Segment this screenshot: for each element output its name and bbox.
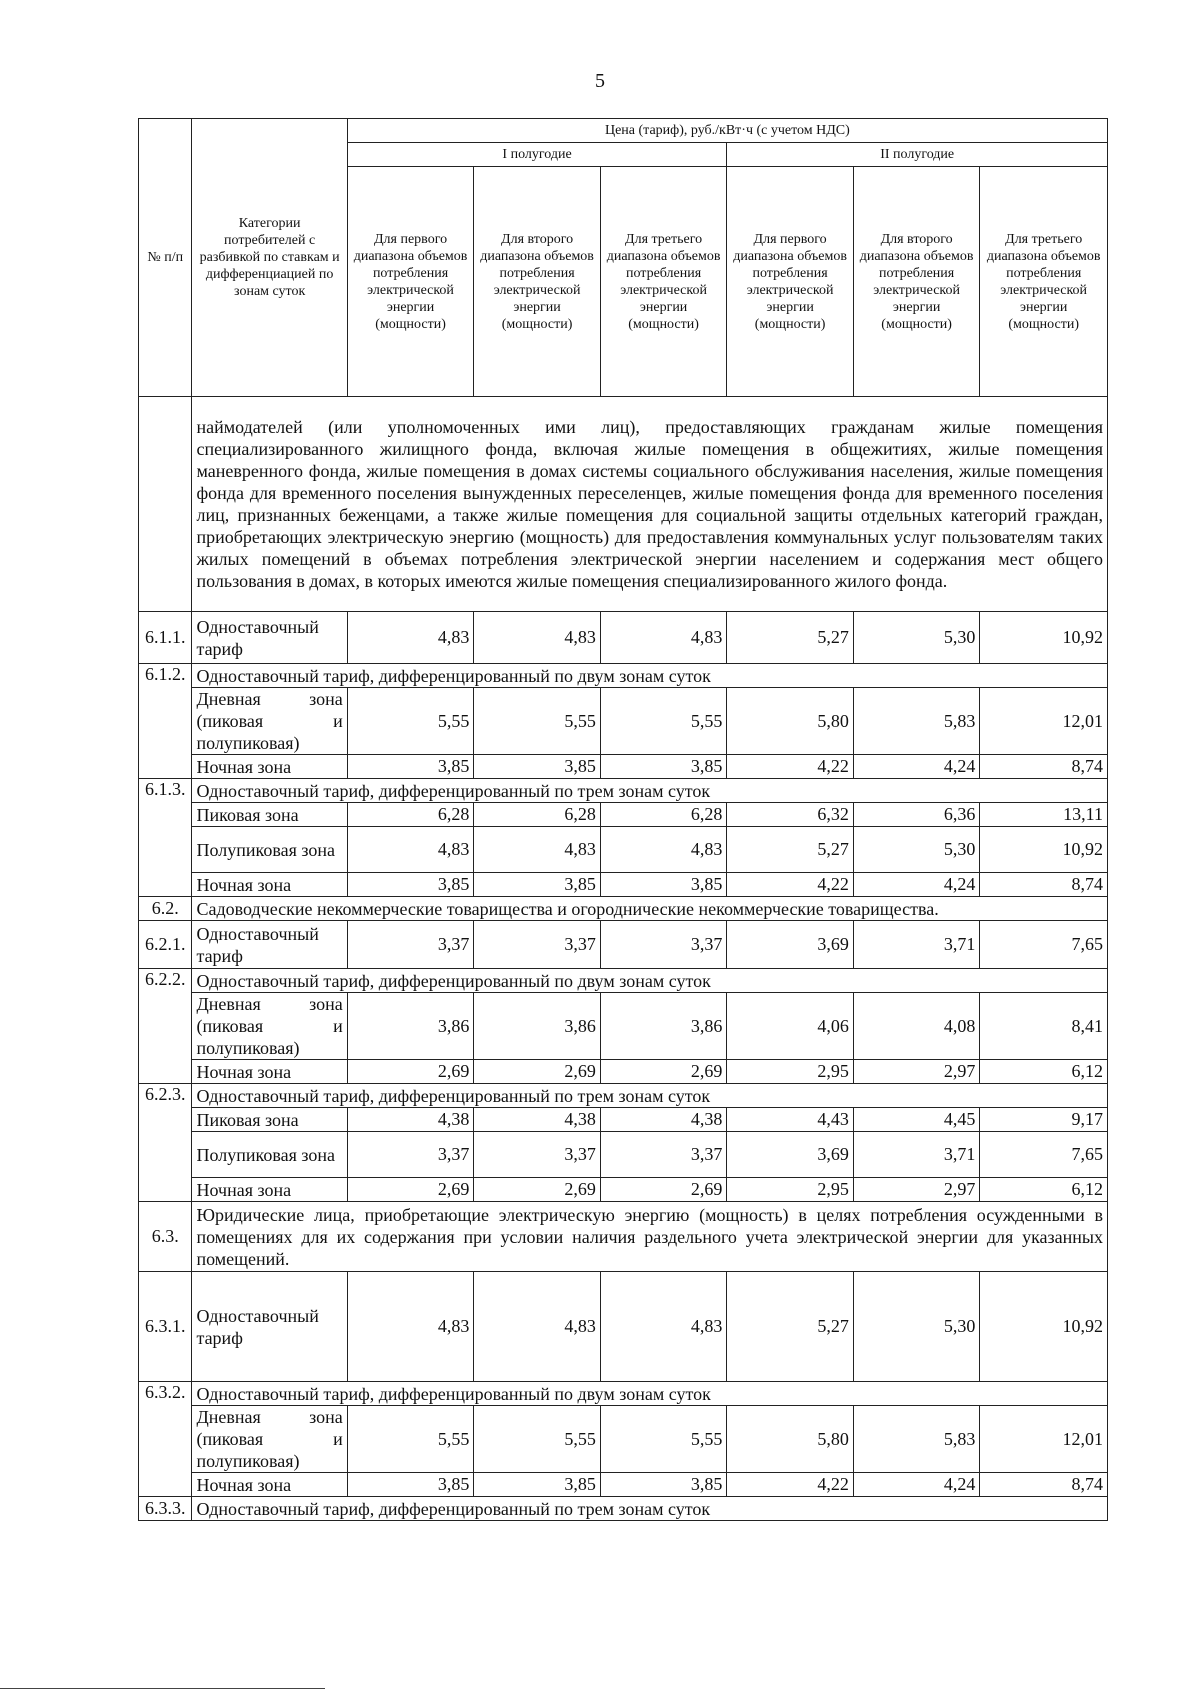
cell: 10,92	[980, 1272, 1108, 1382]
table-row	[139, 688, 1108, 755]
cell: 2,95	[727, 1178, 854, 1202]
cell: 3,85	[474, 1473, 601, 1497]
cell: 5,83	[853, 688, 980, 755]
cell: 4,24	[853, 1473, 980, 1497]
row-category: Ночная зона	[192, 873, 347, 897]
section-title: Юридические лица, приобретающие электрическую энергию (мощность) в целях потребления осужденными в помещениях для их содержания при условии наличия раздельного учета электрической энергии для указанных помещений.	[192, 1202, 1108, 1272]
page-number: 5	[595, 70, 605, 92]
cell: 5,55	[474, 1406, 601, 1473]
cell: 4,24	[853, 873, 980, 897]
header-subcol: Для третьего диапазона объемов потребления электрической энергии (мощности)	[600, 167, 727, 397]
table-row	[139, 1108, 1108, 1132]
cell: 4,45	[853, 1108, 980, 1132]
row-category: Ночная зона	[192, 1178, 347, 1202]
header-half2: II полугодие	[727, 143, 1108, 167]
cell: 4,83	[474, 612, 601, 664]
cell: 3,85	[600, 755, 727, 779]
cell: 4,83	[600, 827, 727, 873]
cell: 10,92	[980, 827, 1108, 873]
cell: 2,69	[474, 1060, 601, 1084]
cell: 5,27	[727, 827, 854, 873]
cell: 6,36	[853, 803, 980, 827]
cell: 3,85	[347, 873, 474, 897]
cell: 4,06	[727, 993, 854, 1060]
cell: 3,86	[474, 993, 601, 1060]
cell: 5,55	[600, 688, 727, 755]
cell: 5,27	[727, 1272, 854, 1382]
table-row	[139, 1272, 1108, 1382]
row-category: Одноставочный тариф, дифференцированный по трем зонам суток	[192, 779, 1108, 803]
cell: 3,37	[474, 921, 601, 969]
cell: 3,85	[347, 755, 474, 779]
table-row	[139, 803, 1108, 827]
cell: 5,80	[727, 688, 854, 755]
cell: 3,85	[347, 1473, 474, 1497]
cell: 3,37	[600, 1132, 727, 1178]
cell: 2,97	[853, 1178, 980, 1202]
cell: 4,83	[600, 1272, 727, 1382]
row-category: Одноставочный тариф	[192, 612, 347, 664]
header-half1: I полугодие	[347, 143, 727, 167]
row-index: 6.2.2.	[139, 969, 192, 1084]
cell: 3,69	[727, 921, 854, 969]
row-index: 6.3.1.	[139, 1272, 192, 1382]
cell: 5,55	[347, 1406, 474, 1473]
cell: 9,17	[980, 1108, 1108, 1132]
cell: 7,65	[980, 921, 1108, 969]
row-index: 6.3.2.	[139, 1382, 192, 1497]
row-category: Пиковая зона	[192, 1108, 347, 1132]
cell: 5,27	[727, 612, 854, 664]
cell: 4,22	[727, 1473, 854, 1497]
table-row	[139, 1406, 1108, 1473]
cell: 2,97	[853, 1060, 980, 1084]
cell: 3,69	[727, 1132, 854, 1178]
table-row	[139, 873, 1108, 897]
cell: 2,69	[600, 1060, 727, 1084]
row-index: 6.2.1.	[139, 921, 192, 969]
row-category: Одноставочный тариф, дифференцированный по двум зонам суток	[192, 1382, 1108, 1406]
cell: 8,74	[980, 755, 1108, 779]
intro-text: наймодателей (или уполномоченных ими лиц), предоставляющих гражданам жилые помещения специализированного жилищного фонда, включая жилые помещения в общежитиях, жилые помещения маневренного фонда, жилые помещения в домах системы социального обслуживания населения, жилые помещения фонда для временного поселения вынужденных переселенцев, жилые помещения фонда для временного поселения лиц, признанных беженцами, а также жилые помещения для социальной защиты отдельных категорий граждан, приобретающих электрическую энергию (мощность) для предоставления коммунальных услуг пользователям таких жилых помещений в объемах потребления электрической энергии населением и содержания мест общего пользования в домах, в которых имеются жилые помещения специализированного жилого фонда.	[192, 397, 1108, 612]
row-category: Пиковая зона	[192, 803, 347, 827]
header-subcol: Для второго диапазона объемов потребления электрической энергии (мощности)	[853, 167, 980, 397]
cell: 3,86	[600, 993, 727, 1060]
cell: 3,37	[347, 921, 474, 969]
row-category: Одноставочный тариф, дифференцированный по трем зонам суток	[192, 1497, 1108, 1521]
cell: 4,38	[474, 1108, 601, 1132]
cell: 3,37	[474, 1132, 601, 1178]
row-category: Ночная зона	[192, 755, 347, 779]
row-index: 6.2.	[139, 897, 192, 921]
table-row	[139, 921, 1108, 969]
cell: 8,74	[980, 1473, 1108, 1497]
cell: 4,38	[347, 1108, 474, 1132]
cell: 6,28	[600, 803, 727, 827]
row-index: 6.3.3.	[139, 1497, 192, 1521]
cell: 3,85	[600, 873, 727, 897]
header-num: № п/п	[139, 119, 192, 397]
cell: 3,37	[347, 1132, 474, 1178]
header-subcol: Для первого диапазона объемов потребления электрической энергии (мощности)	[727, 167, 854, 397]
section-title: Садоводческие некоммерческие товарищества и огороднические некоммерческие товарищества.	[192, 897, 1108, 921]
cell: 3,71	[853, 1132, 980, 1178]
cell: 12,01	[980, 1406, 1108, 1473]
cell: 5,30	[853, 1272, 980, 1382]
cell: 2,69	[600, 1178, 727, 1202]
cell: 5,80	[727, 1406, 854, 1473]
cell: 3,86	[347, 993, 474, 1060]
cell: 3,71	[853, 921, 980, 969]
cell: 5,30	[853, 612, 980, 664]
row-category: Одноставочный тариф	[192, 921, 347, 969]
cell: 10,92	[980, 612, 1108, 664]
table-row	[139, 827, 1108, 873]
table-row	[139, 1060, 1108, 1084]
cell: 4,22	[727, 873, 854, 897]
cell: 5,55	[474, 688, 601, 755]
cell: 2,95	[727, 1060, 854, 1084]
cell: 4,83	[600, 612, 727, 664]
cell: 4,83	[347, 612, 474, 664]
cell: 4,43	[727, 1108, 854, 1132]
row-index: 6.1.1.	[139, 612, 192, 664]
row-category: Полупиковая зона	[192, 827, 347, 873]
row-index: 6.2.3.	[139, 1084, 192, 1202]
row-category: Дневная зона (пиковая и полупиковая)	[192, 688, 347, 755]
cell: 2,69	[347, 1178, 474, 1202]
footer-rule	[0, 1688, 325, 1689]
table-row	[139, 1132, 1108, 1178]
cell: 5,55	[600, 1406, 727, 1473]
row-category: Одноставочный тариф, дифференцированный по двум зонам суток	[192, 969, 1108, 993]
cell: 6,28	[474, 803, 601, 827]
row-category: Дневная зона (пиковая и полупиковая)	[192, 993, 347, 1060]
table-row	[139, 1178, 1108, 1202]
cell: 4,83	[474, 1272, 601, 1382]
cell: 4,22	[727, 755, 854, 779]
header-category: Категории потребителей с разбивкой по ставкам и дифференциацией по зонам суток	[192, 119, 347, 397]
cell: 2,69	[347, 1060, 474, 1084]
table-row	[139, 1473, 1108, 1497]
cell: 12,01	[980, 688, 1108, 755]
header-price: Цена (тариф), руб./кВт·ч (с учетом НДС)	[347, 119, 1107, 143]
header-subcol: Для третьего диапазона объемов потребления электрической энергии (мощности)	[980, 167, 1108, 397]
cell: 8,41	[980, 993, 1108, 1060]
cell: 4,24	[853, 755, 980, 779]
table-row	[139, 993, 1108, 1060]
cell: 7,65	[980, 1132, 1108, 1178]
row-category: Полупиковая зона	[192, 1132, 347, 1178]
tariff-table	[138, 118, 1108, 1521]
cell: 4,83	[347, 1272, 474, 1382]
row-category: Дневная зона (пиковая и полупиковая)	[192, 1406, 347, 1473]
cell: 3,85	[474, 873, 601, 897]
cell: 6,12	[980, 1060, 1108, 1084]
row-category: Одноставочный тариф, дифференцированный по двум зонам суток	[192, 664, 1108, 688]
cell: 5,55	[347, 688, 474, 755]
table-row	[139, 755, 1108, 779]
cell: 3,37	[600, 921, 727, 969]
cell: 3,85	[474, 755, 601, 779]
header-subcol: Для первого диапазона объемов потребления электрической энергии (мощности)	[347, 167, 474, 397]
row-index: 6.3.	[139, 1202, 192, 1272]
cell: 4,38	[600, 1108, 727, 1132]
row-category: Одноставочный тариф	[192, 1272, 347, 1382]
cell: 4,83	[474, 827, 601, 873]
cell: 6,28	[347, 803, 474, 827]
cell: 2,69	[474, 1178, 601, 1202]
header-subcol: Для второго диапазона объемов потребления электрической энергии (мощности)	[474, 167, 601, 397]
cell: 13,11	[980, 803, 1108, 827]
row-category: Одноставочный тариф, дифференцированный по трем зонам суток	[192, 1084, 1108, 1108]
cell: 8,74	[980, 873, 1108, 897]
cell: 4,83	[347, 827, 474, 873]
row-category: Ночная зона	[192, 1473, 347, 1497]
cell: 3,85	[600, 1473, 727, 1497]
row-index: 6.1.3.	[139, 779, 192, 897]
cell: 4,08	[853, 993, 980, 1060]
cell: 6,12	[980, 1178, 1108, 1202]
row-index: 6.1.2.	[139, 664, 192, 779]
row-category: Ночная зона	[192, 1060, 347, 1084]
table-row	[139, 612, 1108, 664]
cell: 6,32	[727, 803, 854, 827]
cell: 5,30	[853, 827, 980, 873]
cell: 5,83	[853, 1406, 980, 1473]
